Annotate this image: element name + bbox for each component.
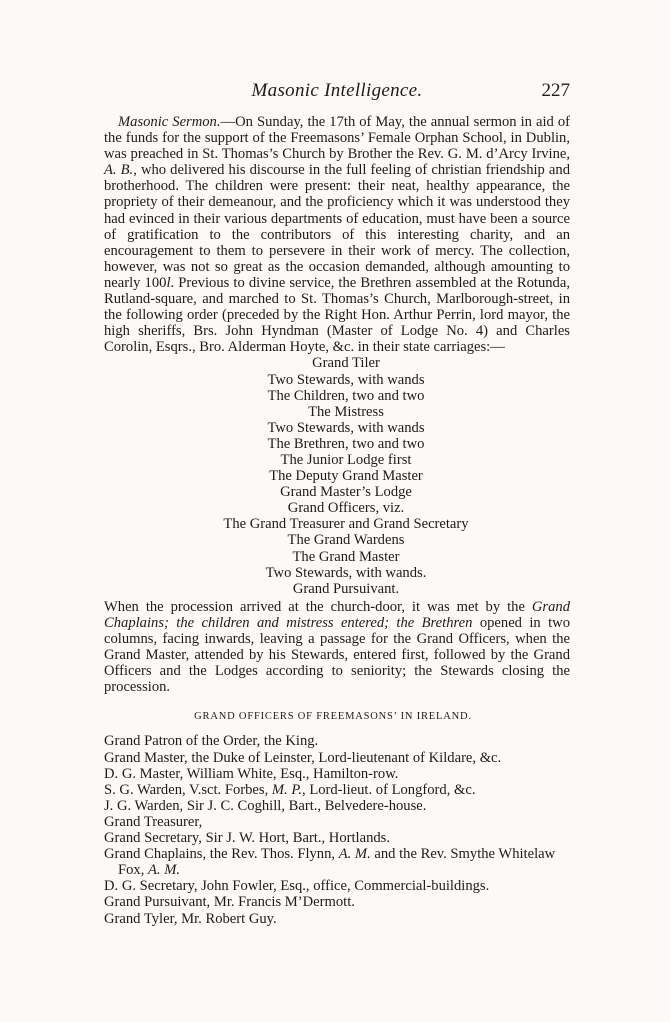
procession-line: The Grand Master <box>292 548 400 565</box>
procession-line: Grand Pursuivant. <box>292 580 400 597</box>
procession-line: Grand Master’s Lodge <box>280 484 412 501</box>
procession-line: The Mistress <box>308 403 384 420</box>
officer-entry: Grand Patron of the Order, the King. <box>104 733 319 750</box>
officers-list <box>104 733 570 926</box>
officers-heading: GRAND OFFICERS OF FREEMASONS’ IN IRELAND. <box>194 711 472 723</box>
page-body <box>104 114 570 927</box>
sermon-text-3: . Previous to divine service, the Brethren assembled at the Rotunda, Rutland-square, and marched to St. Thomas’s Church, Marlborough-street, in the following order (preceded by the Right Hon. Arthur Perrin, lord mayor, the high sheriffs, Brs. John Hyndman (Master of Lodge No. 4) and Charles Corolin, Esqrs., Bro. Alderman Hoyte, &c. in their state carriages:— <box>104 274 570 356</box>
officer-degree: A. M. <box>338 846 371 863</box>
procession-line: The Junior Lodge first <box>280 451 412 468</box>
procession-order <box>104 355 570 596</box>
officer-text: and the Rev. Smythe Whitelaw Fox, <box>118 846 556 879</box>
arrival-text-2: opened in two columns, facing inwards, leaving a passage for the Grand Officers, when the Grand Master, attended by his Stewards, entered first, followed by the Grand Officers and the Lodges according to seniority; the Stewards closing the procession. <box>104 614 570 696</box>
officer-degree: A. M. <box>148 862 181 879</box>
procession-line: Two Stewards, with wands <box>267 419 425 436</box>
sermon-degree: A. B. <box>104 162 134 179</box>
officer-entry: Grand Secretary, Sir J. W. Hort, Bart., Hortlands. <box>104 830 391 847</box>
officer-text: S. G. Warden, V.sct. Forbes, <box>104 781 272 798</box>
officer-entry: Grand Master, the Duke of Leinster, Lord-lieutenant of Kildare, &c. <box>104 749 502 766</box>
arrival-italic: Grand Chaplains; the children and mistress entered; the Brethren <box>104 598 570 631</box>
sermon-text-2: , who delivered his discourse in the full feeling of christian friendship and brotherhood. The children were present: their neat, healthy appearance, the propriety of their demeanour, and the proficiency which it was understood they had evinced in their various departments of education, must have been a source of gratification to the contributors of this interesting charity, and an encouragement to them to persevere in their work of mercy. The collection, however, was not so great as the occasion demanded, although amounting to nearly 100 <box>104 162 571 291</box>
officer-degree: M. P. <box>271 781 303 798</box>
officer-entry: Grand Pursuivant, Mr. Francis M’Dermott. <box>104 894 355 911</box>
running-head <box>104 80 570 106</box>
officer-entry: J. G. Warden, Sir J. C. Coghill, Bart., Belvedere-house. <box>104 797 427 814</box>
officer-entry: D. G. Master, William White, Esq., Hamilton-row. <box>104 765 399 782</box>
arrival-paragraph <box>104 599 570 696</box>
running-head-title: Masonic Intelligence. <box>251 80 423 101</box>
procession-line: Two Stewards, with wands. <box>265 564 427 581</box>
officer-entry: D. G. Secretary, John Fowler, Esq., office, Commercial-buildings. <box>104 878 490 895</box>
officer-text: Grand Chaplains, the Rev. Thos. Flynn, <box>104 846 339 863</box>
procession-line: The Grand Treasurer and Grand Secretary <box>223 516 469 533</box>
officer-entry <box>104 782 570 798</box>
officer-text: , Lord-lieut. of Longford, &c. <box>302 781 476 798</box>
sermon-lead: Masonic Sermon. <box>118 114 221 130</box>
arrival-text-1: When the procession arrived at the church-door, it was met by the <box>104 598 532 615</box>
procession-line: Grand Tiler <box>312 355 380 372</box>
sermon-text-1: —On Sunday, the 17th of May, the annual sermon in aid of the funds for the support of the Freemasons’ Female Orphan School, in Dublin, was preached in St. Thomas’s Church by Brother the Rev. G. M. d’Arcy Irvine, <box>104 114 570 163</box>
page-number: 227 <box>541 80 570 101</box>
sermon-paragraph <box>104 114 570 355</box>
procession-line: The Grand Wardens <box>287 532 405 549</box>
officer-entry: Grand Tyler, Mr. Robert Guy. <box>104 910 277 927</box>
officer-entry: Grand Treasurer, <box>104 813 203 830</box>
procession-line: The Brethren, two and two <box>267 435 425 452</box>
procession-line: Grand Officers, viz. <box>287 500 405 517</box>
procession-line: The Deputy Grand Master <box>269 468 423 485</box>
procession-line: Two Stewards, with wands <box>267 371 425 388</box>
procession-line: The Children, two and two <box>267 387 425 404</box>
sermon-currency: l <box>166 274 171 291</box>
officer-entry <box>104 846 570 878</box>
